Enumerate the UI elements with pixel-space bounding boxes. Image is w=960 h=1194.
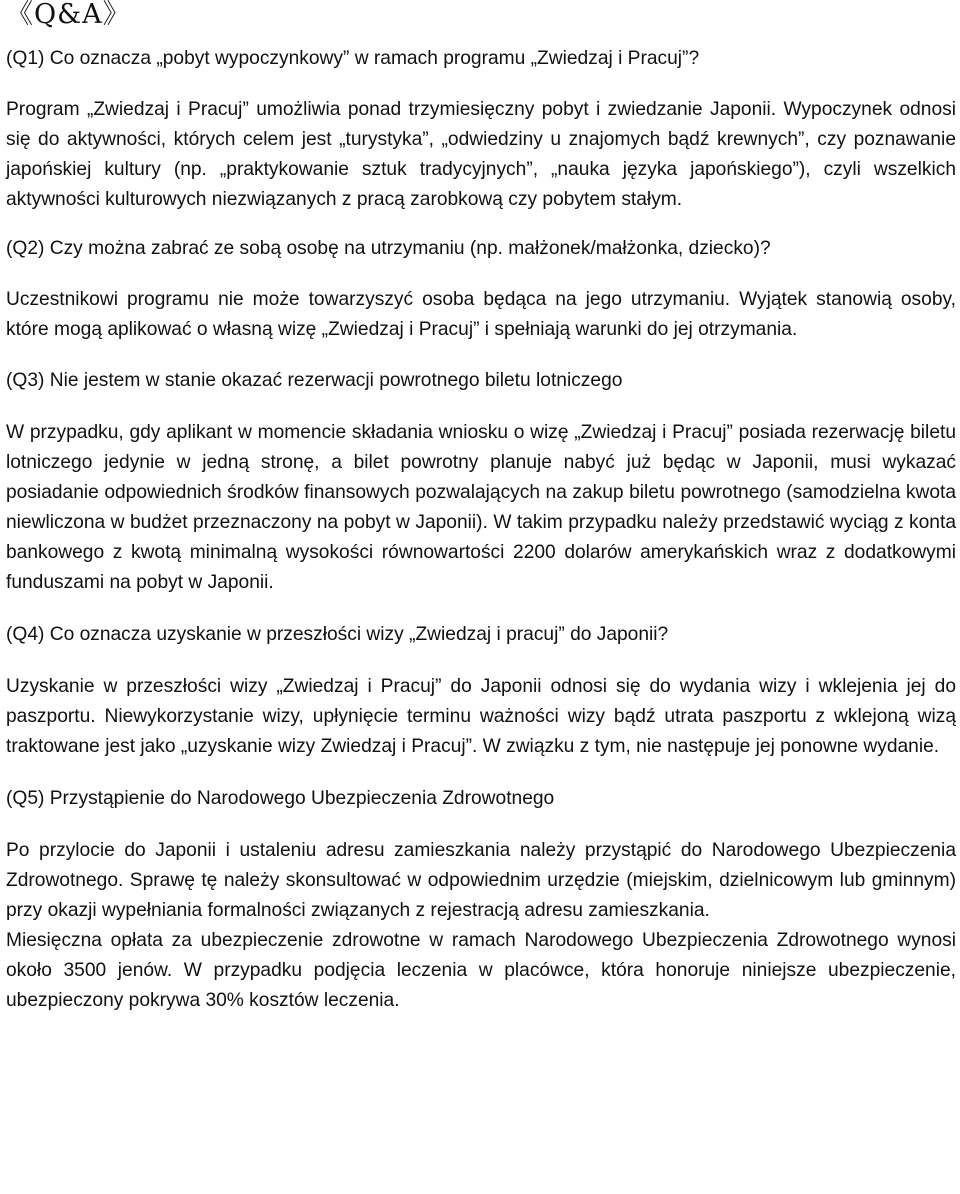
answer-2: Uczestnikowi programu nie może towarzyszyć osoba będąca na jego utrzymaniu. Wyjątek stanowią osoby, które mogą aplikować o własną wizę „Zwiedzaj i Pracuj” i spełniają warunki do jej otrzymania. [6,289,956,340]
document-page [6,0,956,1016]
question-1: (Q1) Co oznacza „pobyt wypoczynkowy” w ramach programu „Zwiedzaj i Pracuj”? [6,48,700,69]
question-5: (Q5) Przystąpienie do Narodowego Ubezpieczenia Zdrowotnego [6,788,555,809]
spacer [6,598,956,620]
question-3: (Q3) Nie jestem w stanie okazać rezerwacji powrotnego biletu lotniczego [6,370,623,391]
spacer [6,74,956,95]
spacer [6,396,956,418]
spacer [6,650,956,672]
answer-4: Uzyskanie w przeszłości wizy „Zwiedzaj i Pracuj” do Japonii odnosi się do wydania wizy i wklejenia jej do paszportu. Niewykorzystanie wizy, upłynięcie terminu ważności wizy bądź utrata paszportu z wklejoną wizą traktowane jest jako „uzyskanie wizy Zwiedzaj i Pracuj”. W związku z tym, nie następuje jej ponowne wydanie. [6,676,956,757]
spacer [6,215,956,234]
spacer [6,345,956,366]
answer-5-paragraph-2: Miesięczna opłata za ubezpieczenie zdrowotne w ramach Narodowego Ubezpieczenia Zdrowotnego wynosi około 3500 jenów. W przypadku podjęcia leczenia w placówce, która honoruje niniejsze ubezpieczenie, ubezpieczony pokrywa 30% kosztów leczenia. [6,930,956,1011]
answer-1: Program „Zwiedzaj i Pracuj” umożliwia ponad trzymiesięczny pobyt i zwiedzanie Japonii. Wypoczynek odnosi się do aktywności, których celem jest „turystyka”, „odwiedziny u znajomych bądź krewnych”, czy poznawanie japońskiej kultury (np. „praktykowanie sztuk tradycyjnych”, „nauka języka japońskiego”), czyli wszelkich aktywności kulturowych niezwiązanych z pracą zarobkową czy pobytem stałym. [6,99,956,210]
answer-5-paragraph-1: Po przylocie do Japonii i ustaleniu adresu zamieszkania należy przystąpić do Narodowego Ubezpieczenia Zdrowotnego. Sprawę tę należy skonsultować w odpowiednim urzędzie (miejskim, dzielnicowym lub gminnym) przy okazji wypełniania formalności związanych z rejestracją adresu zamieszkania. [6,840,956,921]
spacer [6,264,956,285]
question-4: (Q4) Co oznacza uzyskanie w przeszłości wizy „Zwiedzaj i pracuj” do Japonii? [6,624,669,645]
question-2: (Q2) Czy można zabrać ze sobą osobę na utrzymaniu (np. małżonek/małżonka, dziecko)? [6,238,771,259]
spacer [6,814,956,836]
qa-heading: 《Q&A》 [6,0,131,30]
spacer [6,762,956,784]
answer-3: W przypadku, gdy aplikant w momencie składania wniosku o wizę „Zwiedzaj i Pracuj” posiada rezerwację biletu lotniczego jedynie w jedną stronę, a bilet powrotny planuje nabyć już będąc w Japonii, musi wykazać posiadanie odpowiednich środków finansowych pozwalających na zakup biletu powrotnego (samodzielna kwota niewliczona w budżet przeznaczony na pobyt w Japonii). W takim przypadku należy przedstawić wyciąg z konta bankowego z kwotą minimalną wysokości równowartości 2200 dolarów amerykańskich wraz z dodatkowymi funduszami na pobyt w Japonii. [6,422,956,593]
